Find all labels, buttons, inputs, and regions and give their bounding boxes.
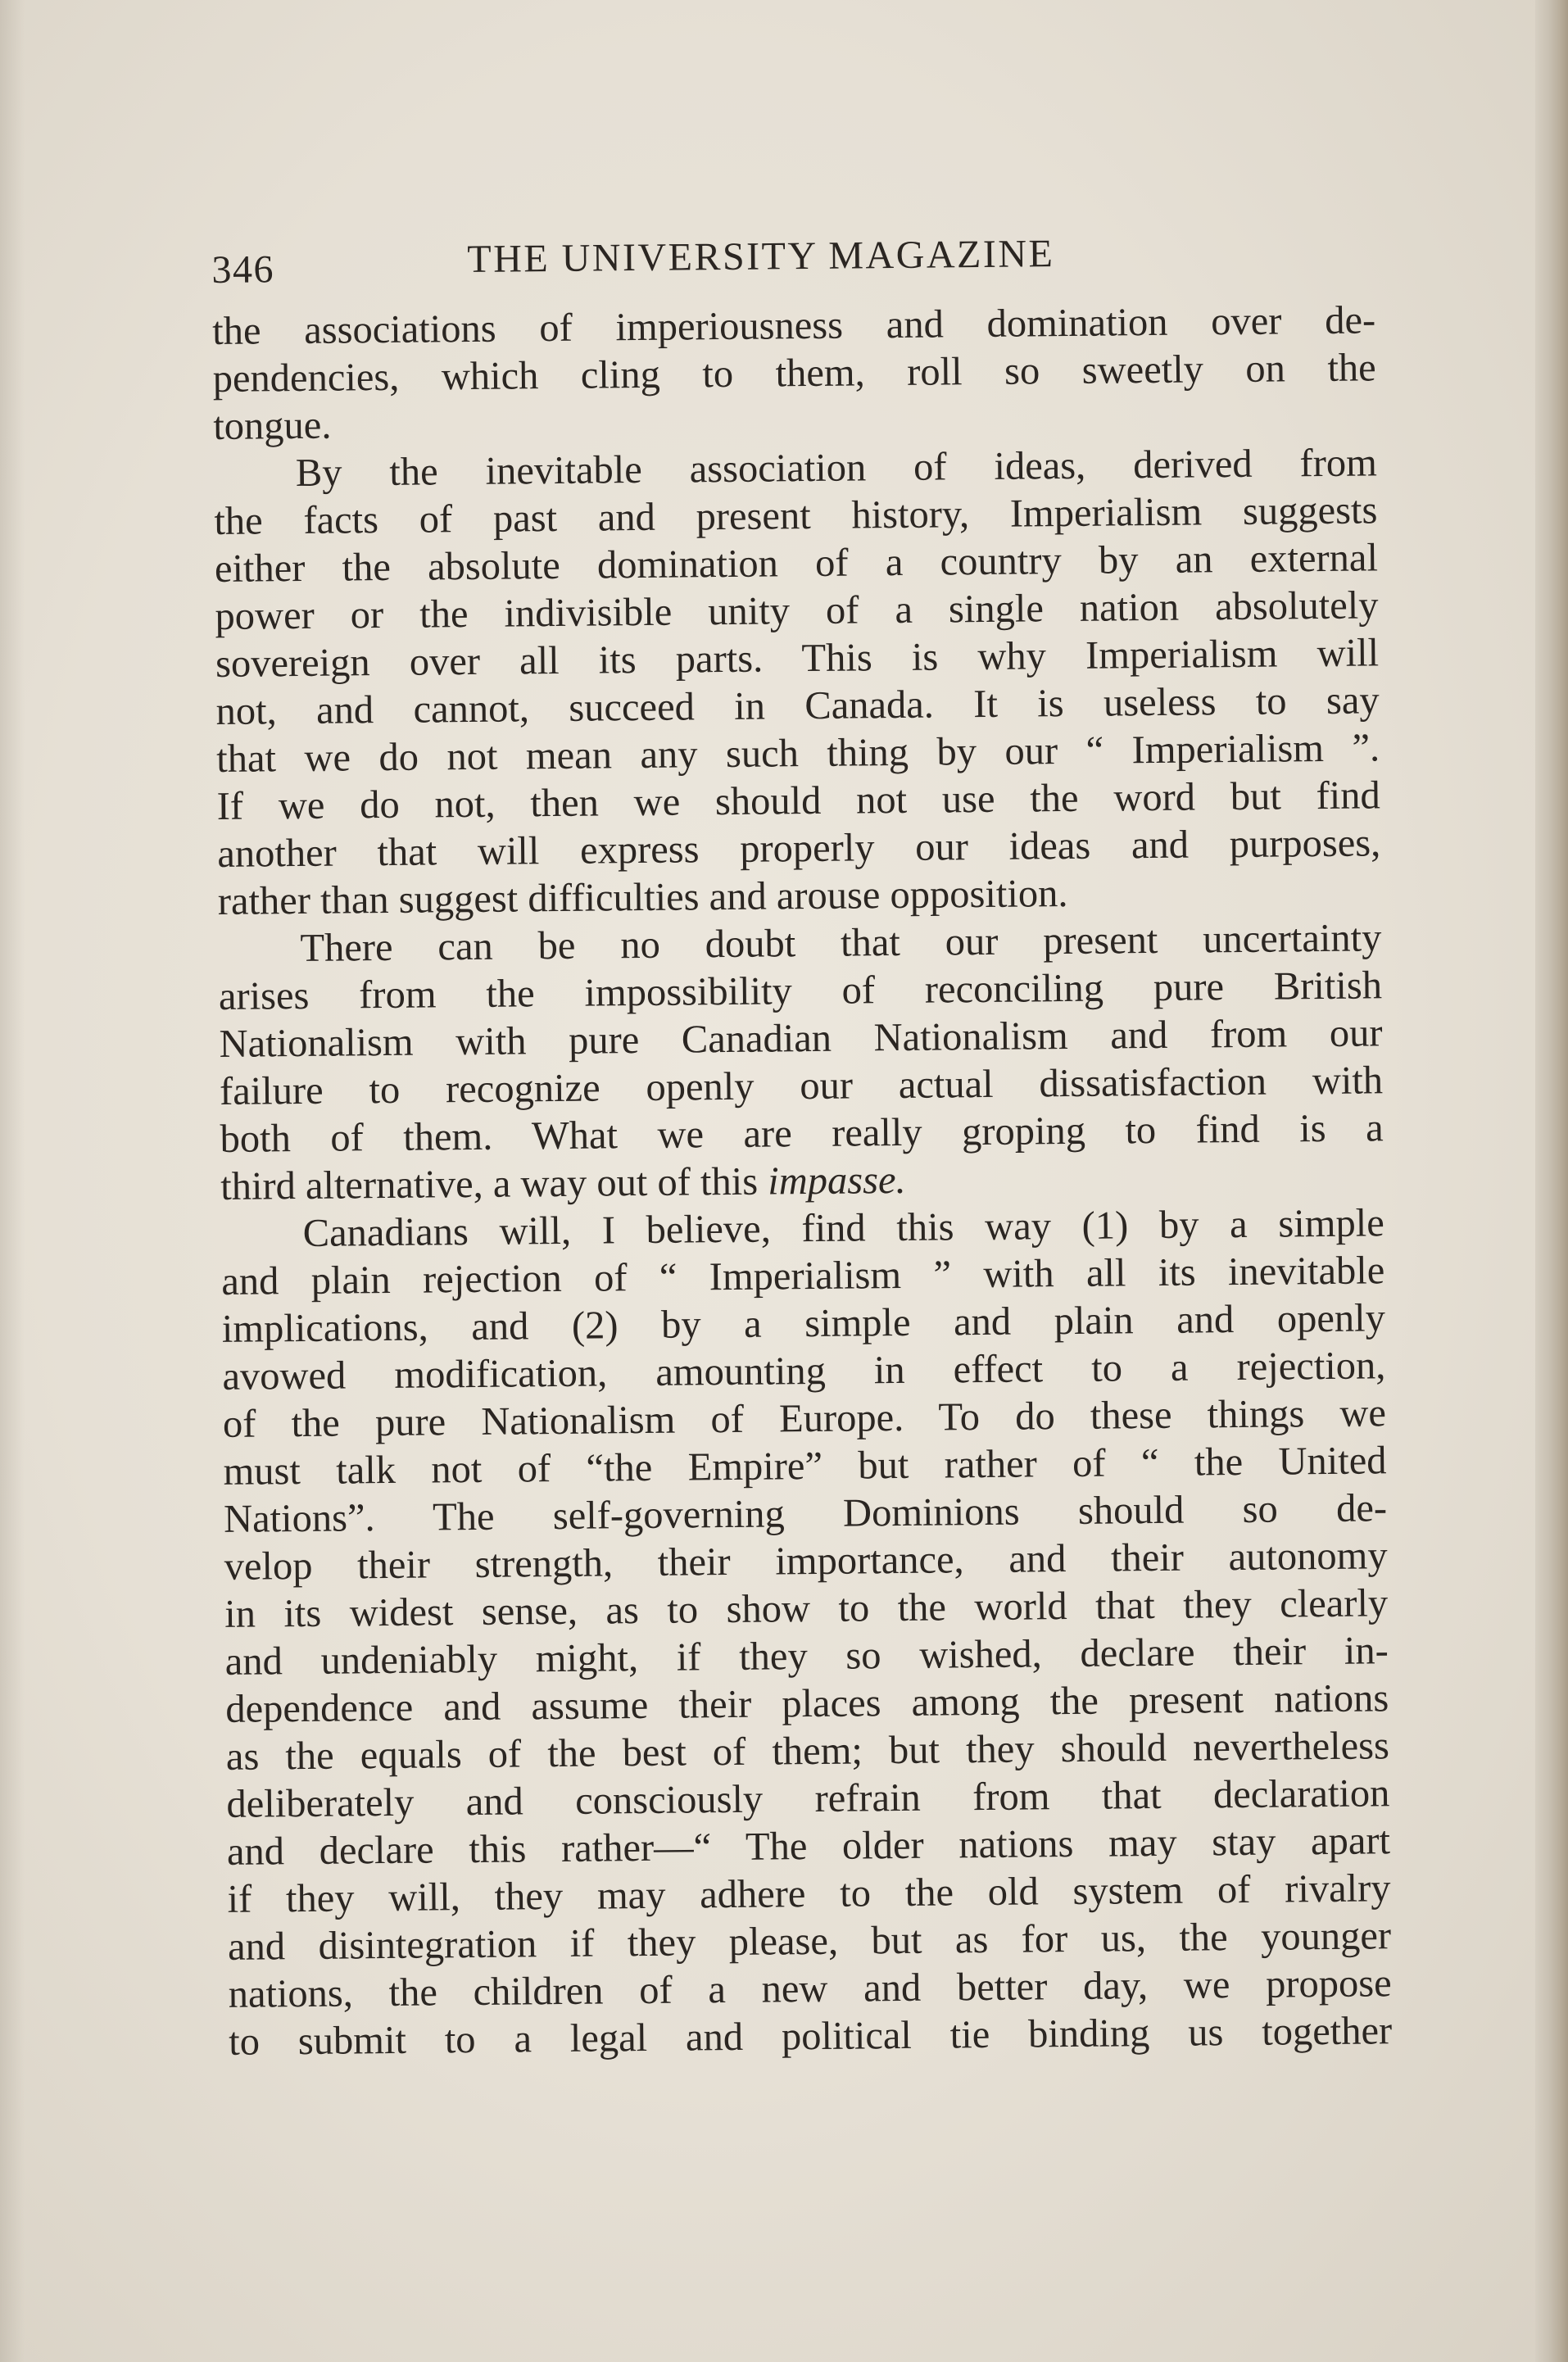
text-line: deliberately and consciously refrain from that declaration: [226, 1771, 1390, 1826]
body-text: [212, 297, 1393, 2066]
text-line: and disintegration if they please, but as for us, the younger: [227, 1914, 1392, 1969]
text-line: implications, and (2) by a simple and plain and openly: [221, 1296, 1386, 1351]
text-line: avowed modification, amounting in effect to a rejection,: [222, 1344, 1386, 1399]
text-line: rather than suggest difficulties and arouse opposition.: [217, 872, 1068, 923]
page-edge: [1535, 0, 1568, 2362]
text-line: as the equals of the best of them; but they should nevertheless: [225, 1724, 1390, 1779]
text-line: velop their strength, their importance, and their autonomy: [224, 1534, 1388, 1589]
text-line: either the absolute domination of a country by an external: [214, 536, 1379, 591]
paragraph-first-line: Canadians will, I believe, find this way (1) by a simple: [302, 1201, 1384, 1255]
page-text-block: [211, 218, 1392, 2066]
text-line: not, and cannot, succeed in Canada. It is useless to say: [215, 678, 1380, 733]
italic-word: impasse.: [767, 1158, 906, 1204]
text-line: another that will express properly our ideas and purposes,: [217, 821, 1381, 876]
text-line: of the pure Nationalism of Europe. To do these things we: [222, 1391, 1387, 1446]
text-line: Nationalism with pure Canadian Nationalism and from our: [219, 1011, 1383, 1066]
text-line: failure to recognize openly our actual dissatisfaction with: [219, 1059, 1384, 1113]
text-line: tongue.: [213, 403, 332, 448]
text-line: to submit to a legal and political tie binding us together: [228, 2009, 1393, 2064]
text-line: pendencies, which cling to them, roll so sweetly on the: [212, 346, 1376, 401]
text-line: and declare this rather—“ The older nations may stay apart: [226, 1819, 1391, 1874]
text-line: nations, the children of a new and better day, we propose: [228, 1961, 1392, 2016]
paragraph-first-line: By the inevitable association of ideas, derived from: [295, 441, 1378, 496]
text-line: the facts of past and present history, Imperialism suggests: [214, 488, 1378, 543]
paragraph-first-line: There can be no doubt that our present uncertainty: [300, 916, 1382, 970]
text-line: Nations”. The self-governing Dominions should so de-: [223, 1486, 1388, 1541]
text-line: must talk not of “the Empire” but rather of “ the United: [223, 1439, 1387, 1494]
text-line-roman: third alternative, a way out of this: [220, 1159, 768, 1208]
text-line: if they will, they may adhere to the old system of rivalry: [227, 1866, 1391, 1921]
running-head: [211, 218, 1375, 292]
text-line: in its widest sense, as to show to the world that they clearly: [224, 1581, 1389, 1636]
text-line: both of them. What we are really groping to find is a: [220, 1106, 1384, 1161]
text-line: the associations of imperiousness and domination over de-: [211, 298, 1376, 353]
page-number: 346: [211, 247, 275, 292]
text-line: If we do not, then we should not use the word but find: [216, 773, 1380, 828]
spine-shadow: [0, 0, 25, 2362]
text-line: power or the indivisible unity of a single nation absolutely: [215, 583, 1379, 638]
text-line: and undeniably might, if they so wished, declare their in-: [224, 1629, 1389, 1684]
text-line: sovereign over all its parts. This is why Imperialism will: [215, 631, 1380, 686]
text-line: and plain rejection of “ Imperialism ” with all its inevitable: [221, 1249, 1385, 1303]
text-line: dependence and assume their places among the present nations: [225, 1676, 1389, 1731]
running-title: THE UNIVERSITY MAGAZINE: [467, 232, 1055, 282]
text-line: arises from the impossibility of reconciling pure British: [218, 963, 1383, 1018]
text-line: that we do not mean any such thing by our “ Imperialism ”.: [215, 726, 1380, 781]
